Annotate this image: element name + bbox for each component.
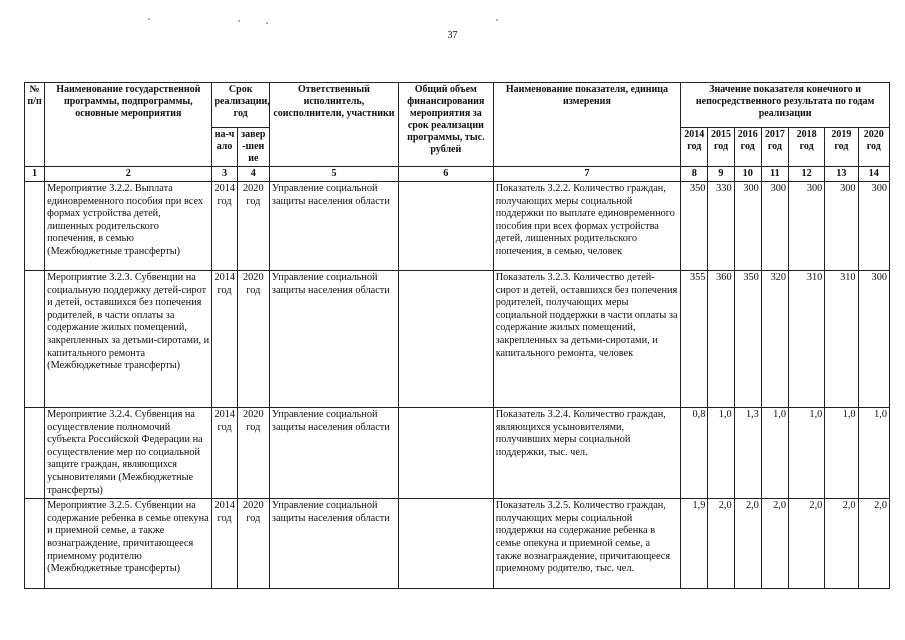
responsible-executor: Управление социальной защиты населения области [269, 182, 398, 271]
scan-speck [148, 18, 150, 20]
header-term-end: завер-шение [237, 128, 269, 167]
responsible-executor: Управление социальной защиты населения области [269, 408, 398, 499]
column-number-row [25, 167, 890, 182]
value-2015: 1,0 [708, 408, 734, 499]
value-2019: 2,0 [825, 499, 858, 589]
column-number: 9 [708, 167, 734, 182]
header-values-title: Значение показателя конечного и непосредственного результата по годам реализации [681, 83, 890, 128]
value-2014: 355 [681, 271, 708, 408]
value-2018: 1,0 [789, 408, 825, 499]
value-2015: 360 [708, 271, 734, 408]
term-start: 2014 год [212, 408, 237, 499]
measure-name: Мероприятие 3.2.2. Выплата единовременного пособия при всех формах устройства детей, лишенных родительского попечения, в семью (Межбюджетные трансферты) [45, 182, 212, 271]
value-2014: 350 [681, 182, 708, 271]
header-funding: Общий объем финансирования мероприятия за срок реализации программы, тыс. рублей [398, 83, 493, 167]
column-number: 10 [734, 167, 761, 182]
value-2016: 350 [734, 271, 761, 408]
value-2014: 0,8 [681, 408, 708, 499]
value-2020: 300 [858, 182, 889, 271]
term-end: 2020 год [237, 408, 269, 499]
value-2020: 2,0 [858, 499, 889, 589]
value-2018: 310 [789, 271, 825, 408]
scan-speck [496, 19, 498, 21]
column-number: 3 [212, 167, 237, 182]
term-start: 2014 год [212, 499, 237, 589]
table-row [25, 182, 890, 271]
responsible-executor: Управление социальной защиты населения области [269, 499, 398, 589]
row-num [25, 408, 45, 499]
column-number: 8 [681, 167, 708, 182]
header-term: Срок реализации, год [212, 83, 269, 128]
column-number: 4 [237, 167, 269, 182]
header-responsible: Ответственный исполнитель, соисполнители, участники [269, 83, 398, 167]
column-number: 11 [761, 167, 788, 182]
header-num: № п/п [25, 83, 45, 167]
column-number: 5 [269, 167, 398, 182]
value-2016: 2,0 [734, 499, 761, 589]
program-table [24, 82, 890, 589]
column-number: 13 [825, 167, 858, 182]
scan-speck [266, 22, 268, 24]
header-year: 2016 год [734, 128, 761, 167]
header-year: 2014 год [681, 128, 708, 167]
value-2018: 2,0 [789, 499, 825, 589]
header-year: 2015 год [708, 128, 734, 167]
value-2018: 300 [789, 182, 825, 271]
funding-amount [398, 499, 493, 589]
row-num [25, 271, 45, 408]
value-2020: 1,0 [858, 408, 889, 499]
value-2019: 300 [825, 182, 858, 271]
column-number: 1 [25, 167, 45, 182]
measure-name: Мероприятие 3.2.3. Субвенции на социальную поддержку детей-сирот и детей, оставшихся без попечения родителей, в части оплаты за содержание жилых помещений, закрепленных за детьми-сиротами, и капитального ремонта (Межбюджетные трансферты) [45, 271, 212, 408]
header-name: Наименование государственной программы, подпрограммы, основные мероприятия [45, 83, 212, 167]
funding-amount [398, 408, 493, 499]
value-2017: 300 [761, 182, 788, 271]
indicator-name: Показатель 3.2.3. Количество детей-сирот и детей, оставшихся без попечения родителей, получающих меры социальной поддержки в части оплаты за содержание жилых помещений, закрепленных за детьми-сиротами, и капитального ремонта, человек [493, 271, 681, 408]
term-start: 2014 год [212, 182, 237, 271]
table-row [25, 271, 890, 408]
value-2014: 1,9 [681, 499, 708, 589]
header-year: 2018 год [789, 128, 825, 167]
value-2019: 1,0 [825, 408, 858, 499]
funding-amount [398, 182, 493, 271]
header-indicator: Наименование показателя, единица измерения [493, 83, 681, 167]
column-number: 6 [398, 167, 493, 182]
term-start: 2014 год [212, 271, 237, 408]
term-end: 2020 год [237, 182, 269, 271]
column-number: 7 [493, 167, 681, 182]
responsible-executor: Управление социальной защиты населения области [269, 271, 398, 408]
value-2016: 1,3 [734, 408, 761, 499]
scan-speck [238, 20, 240, 22]
value-2015: 2,0 [708, 499, 734, 589]
funding-amount [398, 271, 493, 408]
column-number: 14 [858, 167, 889, 182]
value-2015: 330 [708, 182, 734, 271]
term-end: 2020 год [237, 499, 269, 589]
row-num [25, 499, 45, 589]
value-2017: 2,0 [761, 499, 788, 589]
column-number: 2 [45, 167, 212, 182]
term-end: 2020 год [237, 271, 269, 408]
column-number: 12 [789, 167, 825, 182]
table-row [25, 408, 890, 499]
value-2017: 1,0 [761, 408, 788, 499]
table-row [25, 499, 890, 589]
indicator-name: Показатель 3.2.4. Количество граждан, являющихся усыновителями, получивших меры социальной поддержки, тыс. чел. [493, 408, 681, 499]
indicator-name: Показатель 3.2.5. Количество граждан, получающих меры социальной поддержки на содержание ребенка в семье опекуна и приемной семье, а также вознаграждение, причитающееся приемному родителю, тыс. чел. [493, 499, 681, 589]
measure-name: Мероприятие 3.2.4. Субвенция на осуществление полномочий субъекта Российской Федерации на осуществление мер по социальной защите граждан, являющихся усыновителями (Межбюджетные трансферты) [45, 408, 212, 499]
header-year: 2017 год [761, 128, 788, 167]
header-term-start: на-чало [212, 128, 237, 167]
value-2017: 320 [761, 271, 788, 408]
value-2016: 300 [734, 182, 761, 271]
header-year: 2020 год [858, 128, 889, 167]
header-year: 2019 год [825, 128, 858, 167]
page-number: 37 [447, 30, 458, 41]
row-num [25, 182, 45, 271]
value-2020: 300 [858, 271, 889, 408]
measure-name: Мероприятие 3.2.5. Субвенции на содержание ребенка в семье опекуна и приемной семье, а также вознаграждение, причитающееся приемному родителю (Межбюджетные трансферты) [45, 499, 212, 589]
indicator-name: Показатель 3.2.2. Количество граждан, получающих меры социальной поддержки по выплате единовременного пособия при всех формах устройства детей, лишенных родительского попечения, в семью, человек [493, 182, 681, 271]
value-2019: 310 [825, 271, 858, 408]
